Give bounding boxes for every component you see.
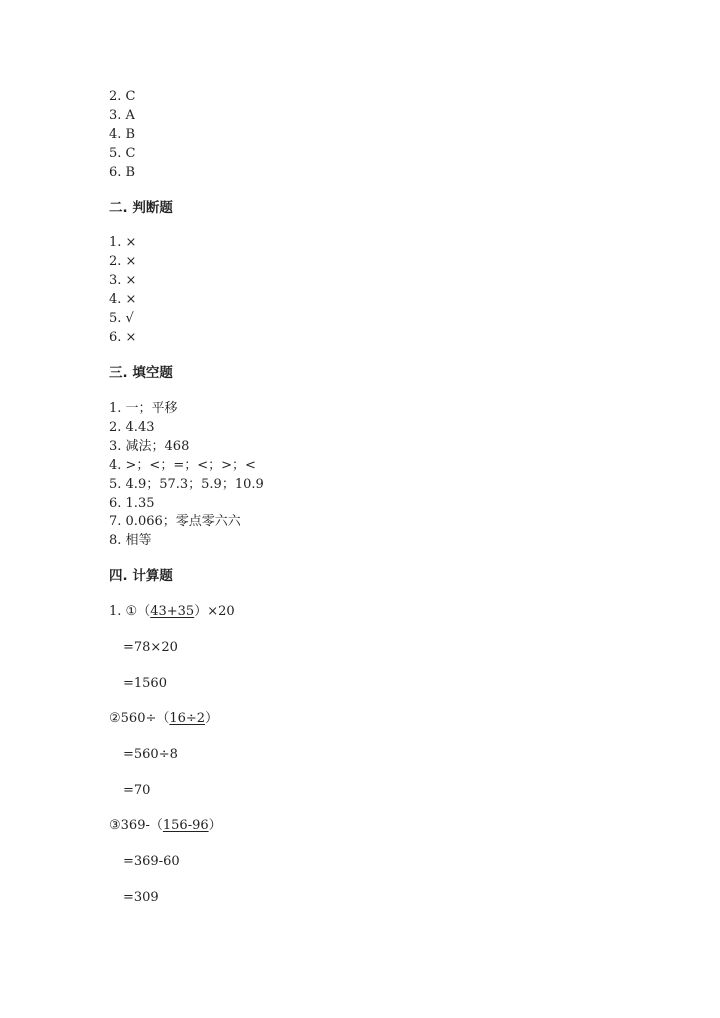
choice-answer-4: 4. B: [109, 127, 136, 142]
judge-answer-6: 6. ×: [109, 330, 137, 345]
calc-problem-1-step-1: =78×20: [123, 640, 178, 655]
fill-answer-7: 7. 0.066；零点零六六: [109, 514, 241, 529]
calc-heading: 四. 计算题: [109, 568, 173, 584]
choice-answer-5: 5. C: [109, 146, 136, 161]
fill-answer-6: 6. 1.35: [109, 496, 155, 511]
fill-answer-1: 1. 一；平移: [109, 401, 178, 416]
judge-answer-3: 3. ×: [109, 273, 137, 288]
judge-answer-1: 1. ×: [109, 235, 137, 250]
calc-problem-3-step-1: =369-60: [123, 854, 180, 869]
fill-answer-4: 4. >；<；=；<；>；<: [109, 458, 256, 473]
calc-problem-2-step-1: =560÷8: [123, 747, 178, 762]
calc-problem-3: [109, 818, 222, 834]
judge-heading: 二. 判断题: [109, 200, 173, 216]
fill-heading: 三. 填空题: [109, 365, 173, 381]
calc-problem-1-underlined: 43+35: [150, 604, 195, 619]
fill-answer-8: 8. 相等: [109, 533, 152, 548]
calc-problem-3-suffix: ）: [208, 818, 222, 833]
calc-problem-1-step-2: =1560: [123, 676, 167, 691]
calc-problem-1-suffix: ）×20: [194, 604, 235, 619]
calc-problem-2-underlined: 16÷2: [169, 711, 206, 726]
calc-problem-2-suffix: ）: [205, 711, 219, 726]
fill-answer-3: 3. 减法；468: [109, 439, 190, 454]
choice-answer-2: 2. C: [109, 89, 136, 104]
fill-answer-2: 2. 4.43: [109, 420, 155, 435]
calc-problem-3-underlined: 156-96: [162, 818, 209, 833]
calc-problem-1: [109, 604, 235, 620]
calc-problem-3-prefix: ③369-（: [109, 818, 163, 833]
calc-problem-2-prefix: ②560÷（: [109, 711, 170, 726]
calc-problem-1-prefix: 1. ①（: [109, 604, 151, 619]
judge-answer-5: 5. √: [109, 311, 134, 326]
judge-answer-2: 2. ×: [109, 254, 137, 269]
judge-answer-4: 4. ×: [109, 292, 137, 307]
fill-answer-5: 5. 4.9；57.3；5.9；10.9: [109, 477, 264, 492]
choice-answer-3: 3. A: [109, 108, 135, 123]
calc-problem-3-step-2: =309: [123, 890, 159, 905]
choice-answer-6: 6. B: [109, 165, 136, 180]
calc-problem-2-step-2: =70: [123, 783, 151, 798]
calc-problem-2: [109, 711, 218, 727]
